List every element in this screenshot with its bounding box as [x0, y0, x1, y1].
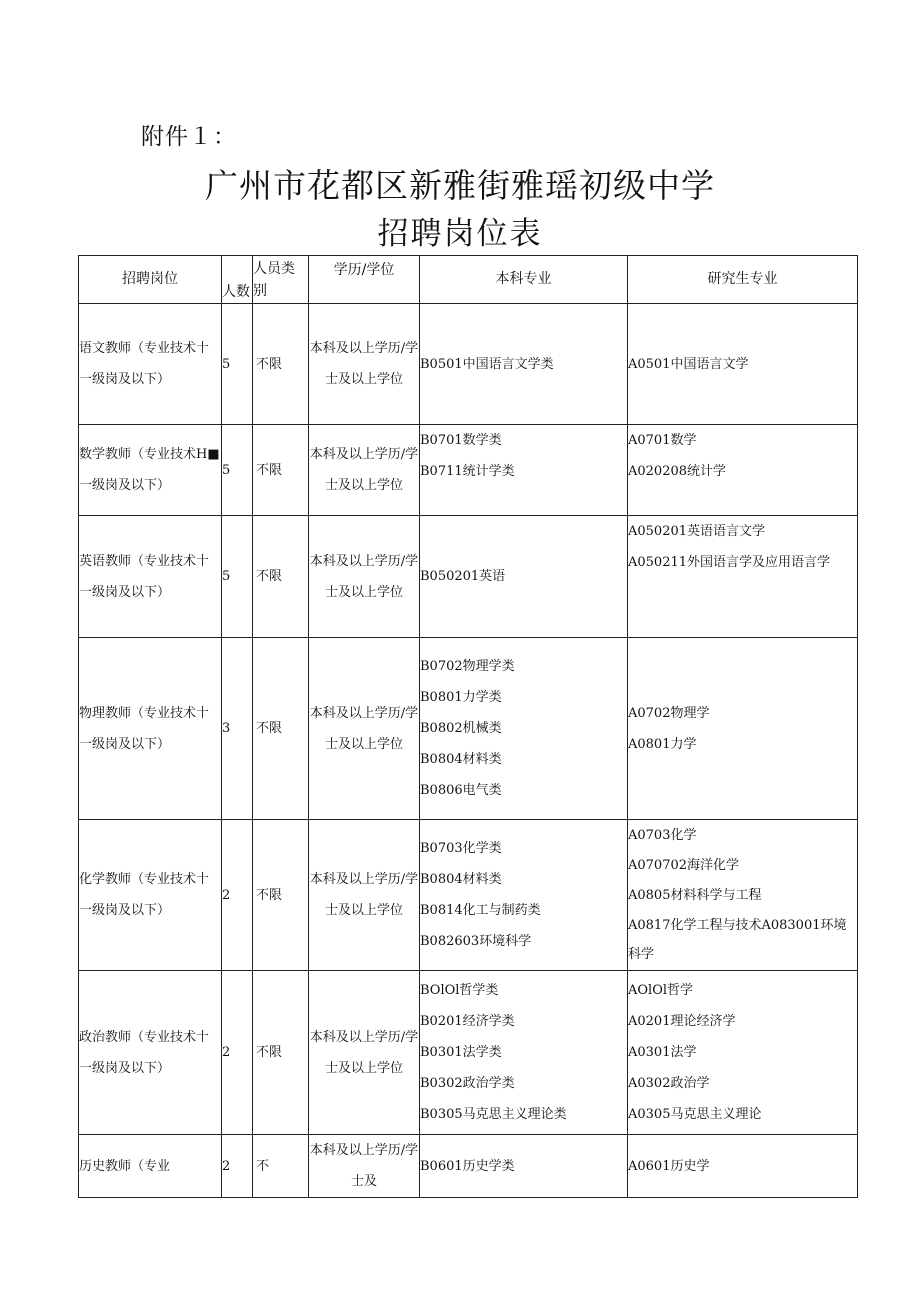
header-undergrad: 本科专业	[420, 256, 628, 304]
cell-position: 语文教师（专业技术十一级岗及以下）	[79, 304, 222, 425]
graduate-item: A050201英语语言文学	[628, 524, 766, 539]
graduate-item: A0801力学	[628, 736, 697, 752]
cell-graduate	[628, 516, 858, 638]
undergrad-item: B0702物理学类	[420, 659, 515, 674]
header-education: 学历/学位	[309, 256, 420, 304]
undergrad-item: B0301法学类	[420, 1045, 502, 1060]
undergrad-item: B0814化工与制药类	[420, 903, 541, 918]
undergrad-item: B0701数学类	[420, 433, 502, 448]
header-category: 人员类别	[253, 256, 309, 304]
header-graduate: 研究生专业	[628, 256, 858, 304]
page-subtitle: 招聘岗位表	[377, 216, 543, 252]
graduate-item: A0701数学	[628, 433, 697, 448]
undergrad-item: B0703化学类	[420, 841, 502, 856]
cell-undergrad	[420, 638, 628, 820]
cell-graduate	[628, 638, 858, 820]
cell-position: 物理教师（专业技术十一级岗及以下）	[79, 638, 222, 820]
cell-undergrad	[420, 820, 628, 971]
graduate-item: A0201理论经济学	[628, 1014, 736, 1029]
cell-undergrad	[420, 425, 628, 516]
undergrad-item: B0804材料类	[420, 752, 502, 767]
cell-undergrad	[420, 304, 628, 425]
cell-category: 不限	[253, 425, 309, 516]
graduate-item: A070702海洋化学	[628, 858, 740, 873]
cell-category: 不限	[253, 304, 309, 425]
table-row	[79, 820, 858, 971]
cell-graduate	[628, 1135, 858, 1198]
cell-education: 本科及以上学历/学士及以上学位	[309, 516, 420, 638]
cell-education: 本科及以上学历/学士及以上学位	[309, 820, 420, 971]
undergrad-item: B082603环境科学	[420, 934, 532, 949]
cell-undergrad	[420, 971, 628, 1135]
cell-category: 不限	[253, 971, 309, 1135]
cell-count: 2	[222, 820, 253, 971]
graduate-item: A0301法学	[628, 1045, 697, 1060]
graduate-item: A050211外国语言学及应用语言学	[628, 555, 831, 570]
undergrad-item: B0601历史学类	[420, 1158, 515, 1174]
page-title: 广州市花都区新雅街雅瑶初级中学	[205, 166, 715, 205]
undergrad-item: B0802机械类	[420, 721, 502, 736]
graduate-item: AOlOl哲学	[628, 983, 694, 998]
undergrad-item: B0804材料类	[420, 872, 502, 887]
graduate-item: A0702物理学	[628, 705, 710, 721]
graduate-item: A0501中国语言文学	[628, 356, 749, 372]
graduate-item: A0601历史学	[628, 1158, 710, 1174]
undergrad-item: B0302政治学类	[420, 1076, 515, 1091]
cell-category: 不限	[253, 516, 309, 638]
undergrad-item: BOlOl哲学类	[420, 983, 499, 998]
table-row	[79, 1135, 858, 1198]
cell-undergrad	[420, 516, 628, 638]
graduate-item: A0305马克思主义理论	[628, 1107, 762, 1122]
attachment-label: 附件１：	[141, 124, 237, 150]
cell-education: 本科及以上学历/学士及以上学位	[309, 971, 420, 1135]
undergrad-item: B0806电气类	[420, 783, 502, 798]
undergrad-item: B0201经济学类	[420, 1014, 515, 1029]
cell-category: 不	[253, 1135, 309, 1198]
recruitment-table	[78, 255, 858, 1198]
table-row	[79, 304, 858, 425]
undergrad-item: B050201英语	[420, 569, 506, 584]
undergrad-item: B0305马克思主义理论类	[420, 1107, 567, 1122]
cell-position: 化学教师（专业技术十一级岗及以下）	[79, 820, 222, 971]
header-position: 招聘岗位	[79, 256, 222, 304]
cell-education: 本科及以上学历/学士及以上学位	[309, 638, 420, 820]
table-header-row	[79, 256, 858, 304]
cell-position: 数学教师（专业技术H■一级岗及以下）	[79, 425, 222, 516]
cell-graduate	[628, 971, 858, 1135]
cell-position: 英语教师（专业技术十一级岗及以下）	[79, 516, 222, 638]
table-row	[79, 638, 858, 820]
graduate-item: A0817化学工程与技术A083001环境科学	[628, 918, 847, 962]
cell-education: 本科及以上学历/学士及以上学位	[309, 304, 420, 425]
graduate-item: A0703化学	[628, 828, 697, 843]
cell-position: 历史教师（专业	[79, 1135, 222, 1198]
cell-count: 5	[222, 304, 253, 425]
cell-category: 不限	[253, 820, 309, 971]
graduate-item: A020208统计学	[628, 464, 727, 479]
graduate-item: A0302政治学	[628, 1076, 710, 1091]
cell-count: 2	[222, 1135, 253, 1198]
undergrad-item: B0501中国语言文学类	[420, 356, 554, 372]
cell-undergrad	[420, 1135, 628, 1198]
cell-graduate	[628, 304, 858, 425]
cell-count: 5	[222, 516, 253, 638]
header-count: 人数	[222, 256, 253, 304]
table-row	[79, 971, 858, 1135]
table-row	[79, 425, 858, 516]
graduate-item: A0805材料科学与工程	[628, 888, 762, 903]
table-row	[79, 516, 858, 638]
cell-graduate	[628, 820, 858, 971]
undergrad-item: B0711统计学类	[420, 464, 515, 479]
undergrad-item: B0801力学类	[420, 690, 502, 705]
cell-count: 2	[222, 971, 253, 1135]
cell-count: 3	[222, 638, 253, 820]
cell-education: 本科及以上学历/学士及	[309, 1135, 420, 1198]
cell-count: 5	[222, 425, 253, 516]
cell-position: 政治教师（专业技术十一级岗及以下）	[79, 971, 222, 1135]
cell-category: 不限	[253, 638, 309, 820]
cell-graduate	[628, 425, 858, 516]
cell-education: 本科及以上学历/学士及以上学位	[309, 425, 420, 516]
